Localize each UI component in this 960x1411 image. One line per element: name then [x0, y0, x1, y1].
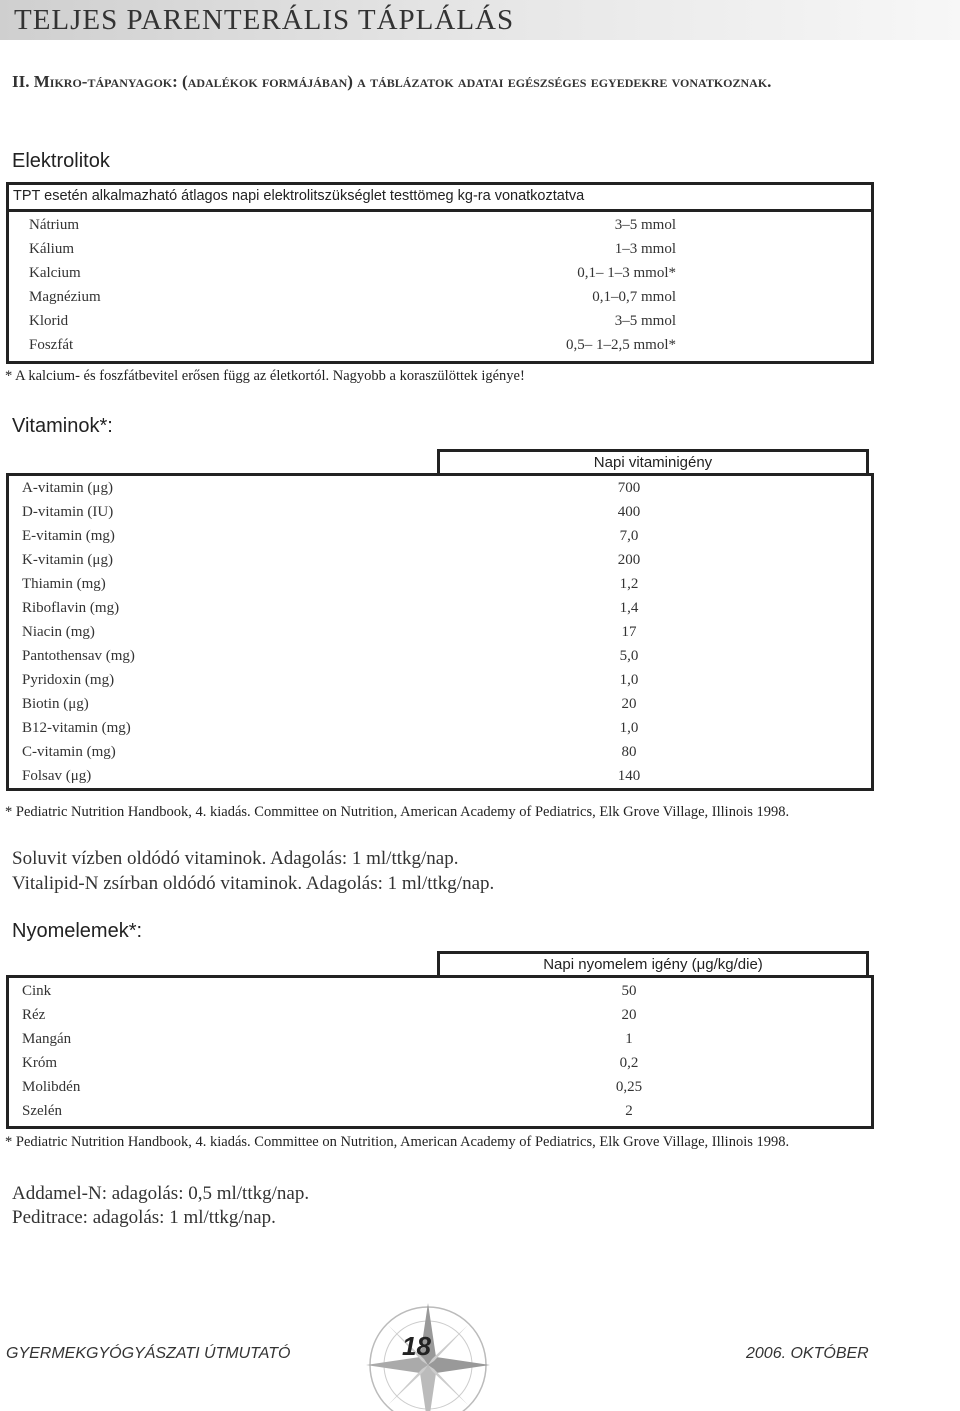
- vitalipid-line: Vitalipid-N zsírban oldódó vitaminok. Adagolás: 1 ml/ttkg/nap.: [12, 873, 495, 894]
- trace-value: 0,2: [619, 1055, 639, 1071]
- vitamin-value: 1,0: [619, 720, 639, 736]
- electrolyte-label: Magnézium: [29, 289, 101, 305]
- trace-value: 1: [625, 1031, 633, 1047]
- vitamin-label: Pyridoxin (mg): [22, 672, 115, 688]
- footer-date: 2006. OKTÓBER: [746, 1345, 869, 1362]
- vitamin-label: K-vitamin (μg): [22, 552, 113, 568]
- vitamin-label: Biotin (μg): [22, 696, 89, 712]
- vitamin-value: 17: [621, 624, 637, 640]
- electrolytes-note: * A kalcium- és foszfátbevitel erősen függ az életkortól. Nagyobb a koraszülöttek igénye!: [5, 368, 525, 384]
- trace-heading: Nyomelemek*:: [12, 920, 143, 942]
- trace-value: 20: [621, 1007, 637, 1023]
- vitamin-label: C-vitamin (mg): [22, 744, 116, 760]
- electrolyte-value: 0,5– 1–2,5 mmol*: [565, 337, 676, 353]
- trace-value: 0,25: [615, 1079, 643, 1095]
- trace-label: Cink: [22, 983, 52, 999]
- vitamin-label: Niacin (mg): [22, 624, 95, 640]
- trace-label: Mangán: [22, 1031, 72, 1047]
- vitamin-label: Thiamin (mg): [22, 576, 106, 592]
- trace-value: 2: [625, 1103, 633, 1119]
- page-number: 18: [402, 1331, 431, 1361]
- vitamin-value: 7,0: [619, 528, 639, 544]
- vitamins-table: [6, 473, 874, 791]
- vitamin-value: 200: [617, 552, 641, 568]
- vitamin-label: B12-vitamin (mg): [22, 720, 131, 736]
- electrolyte-label: Klorid: [29, 313, 69, 329]
- electrolyte-label: Foszfát: [29, 337, 74, 353]
- vitamins-column-header: [437, 449, 869, 475]
- electrolytes-table-title: TPT esetén alkalmazható átlagos napi elektrolitszükséglet testtömeg kg-ra vonatkoztatva: [13, 188, 585, 204]
- trace-label: Molibdén: [22, 1079, 81, 1095]
- vitamin-label: E-vitamin (mg): [22, 528, 115, 544]
- trace-table: [6, 975, 874, 1129]
- trace-label: Szelén: [22, 1103, 62, 1119]
- trace-value: 50: [621, 983, 637, 999]
- vitamin-label: A-vitamin (μg): [22, 480, 113, 496]
- vitamins-column-header-text: Napi vitaminigény: [593, 454, 713, 471]
- vitamins-heading: Vitaminok*:: [12, 415, 113, 437]
- vitamin-value: 700: [617, 480, 641, 496]
- electrolytes-table: [6, 182, 874, 364]
- soluvit-line: Soluvit vízben oldódó vitaminok. Adagolás: 1 ml/ttkg/nap.: [12, 848, 459, 869]
- vitamin-label: Pantothensav (mg): [22, 648, 135, 664]
- vitamin-value: 1,2: [619, 576, 639, 592]
- section-subtitle: II. Mikro-tápanyagok: (adalékok formájában) a táblázatok adatai egészséges egyedekre vonatkoznak.: [12, 72, 772, 91]
- electrolyte-value: 1–3 mmol: [614, 241, 676, 257]
- vitamin-value: 20: [621, 696, 637, 712]
- vitamin-label: D-vitamin (IU): [22, 504, 114, 520]
- trace-reference: * Pediatric Nutrition Handbook, 4. kiadás. Committee on Nutrition, American Academy of Pediatrics, Elk Grove Village, Illinois 1998.: [5, 1134, 790, 1150]
- electrolyte-label: Kalcium: [29, 265, 81, 281]
- vitamin-value: 5,0: [619, 648, 639, 664]
- footer-title: GYERMEKGYÓGYÁSZATI ÚTMUTATÓ: [6, 1345, 291, 1362]
- vitamin-label: Folsav (μg): [22, 768, 92, 784]
- trace-label: Réz: [22, 1007, 46, 1023]
- vitamins-reference: * Pediatric Nutrition Handbook, 4. kiadás. Committee on Nutrition, American Academy of Pediatrics, Elk Grove Village, Illinois 1998.: [5, 804, 790, 820]
- title-bar: [0, 0, 960, 40]
- page-title: TELJES PARENTERÁLIS TÁPLÁLÁS: [14, 4, 515, 36]
- trace-column-header: [437, 951, 869, 977]
- electrolytes-heading: Elektrolitok: [12, 150, 110, 172]
- electrolyte-value: 3–5 mmol: [614, 217, 676, 233]
- electrolyte-label: Kálium: [29, 241, 74, 257]
- electrolyte-label: Nátrium: [29, 217, 79, 233]
- vitamin-value: 80: [621, 744, 637, 760]
- addamel-line: Addamel-N: adagolás: 0,5 ml/ttkg/nap.: [12, 1183, 310, 1204]
- vitamin-value: 1,4: [619, 600, 639, 616]
- vitamin-value: 400: [617, 504, 641, 520]
- electrolyte-value: 3–5 mmol: [614, 313, 676, 329]
- trace-label: Króm: [22, 1055, 57, 1071]
- trace-column-header-text: Napi nyomelem igény (μg/kg/die): [543, 956, 763, 973]
- electrolyte-value: 0,1– 1–3 mmol*: [577, 265, 676, 281]
- electrolyte-value: 0,1–0,7 mmol: [592, 289, 676, 305]
- peditrace-line: Peditrace: adagolás: 1 ml/ttkg/nap.: [12, 1207, 276, 1228]
- vitamin-value: 1,0: [619, 672, 639, 688]
- vitamin-value: 140: [617, 768, 641, 784]
- vitamin-label: Riboflavin (mg): [22, 600, 120, 616]
- electrolytes-table-header: [9, 185, 871, 212]
